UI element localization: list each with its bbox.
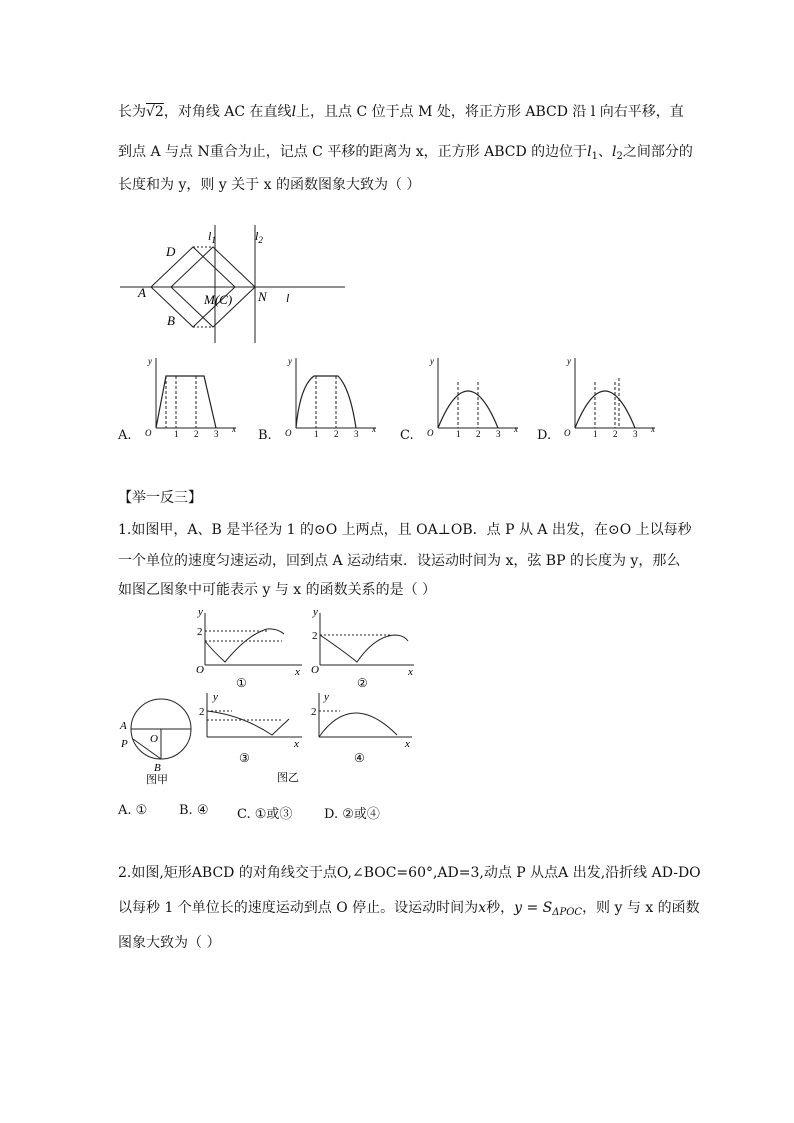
tick-label-3: 3 bbox=[633, 429, 638, 439]
curve bbox=[320, 635, 408, 662]
q2-line-3: 图象大致为（ ） bbox=[118, 935, 221, 951]
tick-label-2: 2 bbox=[613, 429, 618, 439]
q2-line-1: 2.如图,矩形ABCD 的对角线交于点O,∠BOC=60°,AD=3,动点 P 从点A 出发,沿折线 AD-DO bbox=[118, 865, 701, 881]
caption-yi: 图乙 bbox=[277, 772, 299, 784]
text-segment: 到点 A 与点 N重合为止，记点 C 平移的距离为 x，正方形 ABCD 的边位于 bbox=[118, 144, 588, 160]
graph-number: ④ bbox=[354, 751, 365, 765]
text-segment: 之间部分的 bbox=[622, 144, 693, 160]
origin-label: O bbox=[285, 428, 292, 438]
q1-option-b[interactable]: B. ④ bbox=[179, 803, 209, 818]
graph-number: ③ bbox=[239, 751, 250, 765]
axis-x-label: x bbox=[294, 738, 299, 750]
axis-x-label: x bbox=[295, 666, 300, 678]
text-segment: 上，且点 C 位于点 M 处，将正方形 ABCD 沿 l 向右平移，直 bbox=[296, 104, 684, 120]
curve bbox=[207, 711, 289, 735]
q1-circle-figure bbox=[119, 699, 191, 786]
l1-subscript: 1 bbox=[591, 151, 599, 162]
tick-label-2: 2 bbox=[476, 429, 481, 439]
formula-y: y bbox=[514, 900, 523, 916]
q1-option-c[interactable]: C. ①或③ bbox=[237, 807, 293, 822]
formula-subscript: ΔPOC bbox=[552, 907, 583, 918]
choice-letter: D. bbox=[537, 428, 552, 443]
choice-b[interactable] bbox=[258, 352, 378, 447]
curve bbox=[296, 376, 356, 428]
graph-number: ② bbox=[357, 676, 368, 690]
q1-graph-4 bbox=[311, 691, 412, 765]
intro-line-1 bbox=[118, 102, 684, 122]
var-x: x bbox=[478, 900, 487, 916]
square-translation-figure bbox=[115, 225, 350, 345]
intro-line-3: 长度和为 y，则 y 关于 x 的函数图象大致为（ ） bbox=[118, 177, 421, 193]
axis-y-label: y bbox=[430, 356, 434, 366]
axis-y-label: y bbox=[198, 606, 203, 618]
q1-option-d[interactable]: D. ②或④ bbox=[324, 807, 380, 822]
choice-d[interactable] bbox=[537, 352, 657, 447]
section-title: 【举一反三】 bbox=[118, 490, 202, 506]
l1-symbol: l bbox=[587, 144, 592, 160]
label-mc: M(C) bbox=[204, 292, 233, 307]
tick-label-1: 1 bbox=[314, 429, 319, 439]
label-n: N bbox=[258, 289, 267, 304]
q1-line-1: 1.如图甲，A、B 是半径为 1 的⊙O 上两点，且 OA⊥OB．点 P 从 A 出发，在⊙O 上以每秒 bbox=[118, 522, 692, 538]
label-d: D bbox=[166, 244, 176, 259]
text-segment: ，对角线 AC 在直线 bbox=[163, 104, 292, 120]
intro-line-2 bbox=[118, 142, 693, 167]
tick-label-2: 2 bbox=[194, 429, 199, 439]
axis-x-label: x bbox=[514, 424, 518, 434]
graph-number: ① bbox=[236, 676, 247, 690]
tick-label-1: 1 bbox=[174, 429, 179, 439]
origin-label: O bbox=[311, 664, 319, 676]
curve bbox=[205, 629, 284, 662]
label-o: O bbox=[150, 733, 158, 745]
axis-x-label: x bbox=[372, 424, 376, 434]
axis-y-label: y bbox=[213, 691, 218, 703]
curve bbox=[156, 376, 216, 428]
curve bbox=[438, 391, 498, 428]
curve bbox=[575, 391, 635, 428]
sqrt-two: √2 bbox=[146, 104, 164, 120]
choice-graph bbox=[278, 352, 378, 442]
label-l2: $l_2$ bbox=[255, 229, 263, 245]
label-l1: $l_1$ bbox=[208, 229, 216, 245]
label-a: A bbox=[120, 720, 127, 732]
axis-x-label: x bbox=[408, 666, 413, 678]
axis-y-label: y bbox=[148, 356, 152, 366]
caption-jia: 图甲 bbox=[146, 774, 168, 786]
tick-label-3: 3 bbox=[354, 429, 359, 439]
q1-line-2: 一个单位的速度匀速运动，回到点 A 运动结束．设运动时间为 x，弦 BP 的长度为 y，那么 bbox=[118, 553, 681, 569]
label-b: B bbox=[167, 313, 175, 328]
q1-option-a[interactable]: A. ① bbox=[118, 803, 148, 818]
l2-symbol: l bbox=[612, 144, 617, 160]
text-segment: 长为 bbox=[118, 104, 146, 120]
axis-x-label: x bbox=[232, 424, 236, 434]
axis-x-label: x bbox=[651, 424, 655, 434]
tick-label-1: 1 bbox=[456, 429, 461, 439]
tick-label-1: 1 bbox=[593, 429, 598, 439]
q2-line-2 bbox=[118, 898, 700, 923]
choice-graph bbox=[138, 352, 238, 442]
q1-graph-3 bbox=[199, 691, 302, 784]
choice-c[interactable] bbox=[400, 352, 520, 447]
axis-x-label: x bbox=[405, 738, 410, 750]
formula-eq: = bbox=[522, 900, 543, 916]
origin-label: O bbox=[145, 428, 152, 438]
tick-two: 2 bbox=[312, 630, 318, 642]
q1-figures bbox=[112, 605, 422, 795]
axis-y-label: y bbox=[567, 356, 571, 366]
tick-two: 2 bbox=[197, 626, 203, 638]
tick-two: 2 bbox=[199, 706, 205, 718]
q1-line-3: 如图乙图象中可能表示 y 与 x 的函数关系的是（ ） bbox=[118, 582, 437, 598]
line-l-symbol: l bbox=[291, 104, 297, 120]
axis-y-label: y bbox=[324, 691, 329, 703]
choice-graph bbox=[557, 352, 657, 442]
origin-label: O bbox=[196, 664, 204, 676]
origin-label: O bbox=[564, 428, 571, 438]
l2-subscript: 2 bbox=[616, 151, 623, 162]
axis-y-label: y bbox=[313, 606, 318, 618]
formula-s: S bbox=[542, 900, 553, 916]
text-segment: 秒， bbox=[486, 900, 515, 916]
q1-graph-2 bbox=[311, 606, 414, 690]
origin-label: O bbox=[427, 428, 434, 438]
label-l: l bbox=[286, 291, 290, 305]
text-segment: 以每秒 1 个单位长的速度运动到点 O 停止。设运动时间为 bbox=[118, 900, 479, 916]
choice-a[interactable] bbox=[118, 352, 238, 447]
tick-label-2: 2 bbox=[334, 429, 339, 439]
choice-graph bbox=[420, 352, 520, 442]
curve bbox=[319, 713, 397, 737]
choice-letter: B. bbox=[258, 428, 272, 443]
tick-two: 2 bbox=[311, 706, 317, 718]
axis-y-label: y bbox=[288, 356, 292, 366]
choice-letter: C. bbox=[400, 428, 414, 443]
text-segment: ，则 y 与 x 的函数 bbox=[582, 900, 700, 916]
label-b: B bbox=[154, 762, 161, 774]
tick-label-3: 3 bbox=[214, 429, 219, 439]
choice-letter: A. bbox=[118, 428, 132, 443]
tick-label-3: 3 bbox=[496, 429, 501, 439]
text-segment: 、 bbox=[598, 144, 613, 160]
label-a: A bbox=[138, 285, 146, 300]
q1-graph-1 bbox=[196, 606, 302, 690]
label-p: P bbox=[121, 738, 128, 750]
